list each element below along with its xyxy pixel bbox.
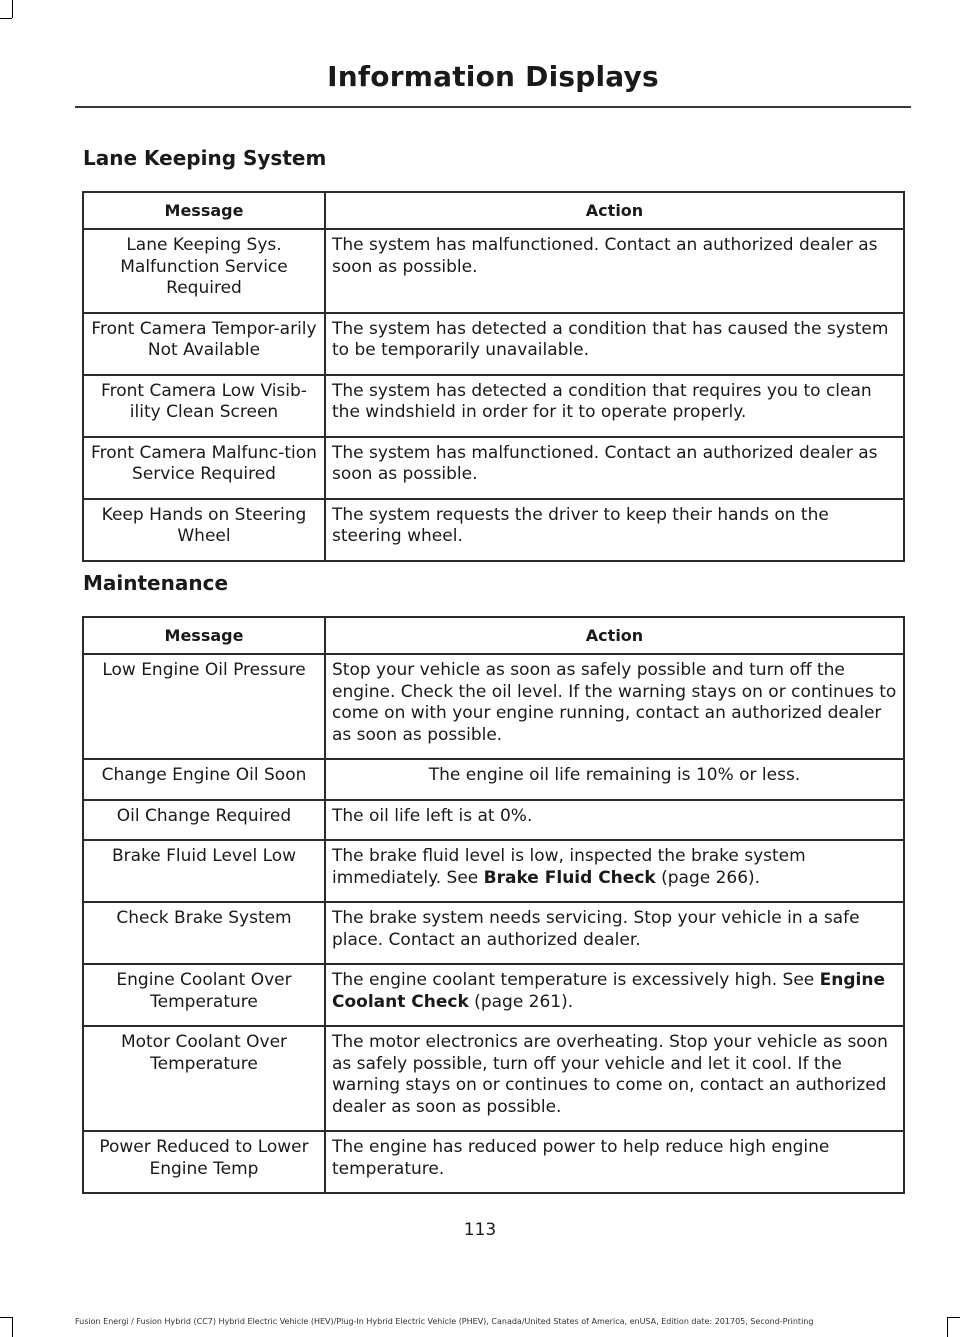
table-header-row (83, 192, 904, 229)
message-cell: Lane Keeping Sys. Malfunction Service Required (83, 229, 325, 313)
table-row (83, 902, 904, 964)
table-header-row (83, 617, 904, 654)
lane-keeping-table (82, 191, 905, 562)
table-row (83, 840, 904, 902)
column-header-message: Message (83, 192, 325, 229)
footer-text: Fusion Energi / Fusion Hybrid (CC7) Hybrid Electric Vehicle (HEV)/Plug-In Hybrid Electric Vehicle (PHEV), Canada/United States of America, enUSA, Edition date: 201705, Second-Printing (75, 1317, 814, 1326)
action-cell: The system has malfunctioned. Contact an authorized dealer as soon as possible. (325, 229, 904, 313)
message-cell: Motor Coolant Over Temperature (83, 1026, 325, 1131)
message-cell: Brake Fluid Level Low (83, 840, 325, 902)
message-cell: Oil Change Required (83, 800, 325, 841)
column-header-action: Action (325, 617, 904, 654)
page-reference: (page 261). (468, 991, 574, 1012)
table-row (83, 1131, 904, 1193)
action-cell: The engine oil life remaining is 10% or less. (325, 759, 904, 800)
action-cell: The engine has reduced power to help reduce high engine temperature. (325, 1131, 904, 1193)
action-cell: The system has detected a condition that has caused the system to be temporarily unavailable. (325, 313, 904, 375)
message-cell: Keep Hands on Steering Wheel (83, 499, 325, 561)
page-reference: (page 266). (655, 867, 761, 888)
message-cell: Front Camera Tempor-arily Not Available (83, 313, 325, 375)
cross-reference-link[interactable]: Brake Fluid Check (483, 867, 656, 888)
page-title: Information Displays (327, 60, 659, 93)
action-cell: The system has detected a condition that requires you to clean the windshield in order for it to operate properly. (325, 375, 904, 437)
table-row (83, 800, 904, 841)
table-row (83, 437, 904, 499)
table-row (83, 375, 904, 437)
crop-mark-bottom-left (0, 1317, 12, 1318)
action-cell: The system has malfunctioned. Contact an authorized dealer as soon as possible. (325, 437, 904, 499)
message-cell: Front Camera Malfunc-tion Service Required (83, 437, 325, 499)
table-row (83, 313, 904, 375)
message-cell: Engine Coolant Over Temperature (83, 964, 325, 1026)
action-cell: The oil life left is at 0%. (325, 800, 904, 841)
action-cell (325, 964, 904, 1026)
column-header-message: Message (83, 617, 325, 654)
message-cell: Power Reduced to Lower Engine Temp (83, 1131, 325, 1193)
lane-keeping-heading: Lane Keeping System (83, 146, 327, 170)
crop-mark-top-left (12, 0, 13, 18)
action-cell: The system requests the driver to keep their hands on the steering wheel. (325, 499, 904, 561)
column-header-action: Action (325, 192, 904, 229)
page-number: 113 (463, 1220, 497, 1240)
action-cell: Stop your vehicle as soon as safely possible and turn off the engine. Check the oil level. If the warning stays on or continues to come on with your engine running, contact an authorized dealer as soon as possible. (325, 654, 904, 759)
message-cell: Front Camera Low Visib-ility Clean Screen (83, 375, 325, 437)
table-row (83, 229, 904, 313)
cross-reference-link[interactable]: Engine Coolant Check (332, 970, 885, 1012)
action-cell (325, 840, 904, 902)
message-cell: Check Brake System (83, 902, 325, 964)
crop-mark-bottom-left (12, 1317, 13, 1337)
action-text: The brake fluid level is low, inspected the brake system immediately. See (332, 846, 806, 888)
message-cell: Low Engine Oil Pressure (83, 654, 325, 759)
message-cell: Change Engine Oil Soon (83, 759, 325, 800)
maintenance-table (82, 616, 905, 1194)
table-row (83, 759, 904, 800)
table-row (83, 1026, 904, 1131)
maintenance-heading: Maintenance (83, 571, 229, 595)
crop-mark-top-left (0, 18, 12, 19)
table-row (83, 964, 904, 1026)
action-cell: The brake system needs servicing. Stop your vehicle in a safe place. Contact an authorized dealer. (325, 902, 904, 964)
table-row (83, 499, 904, 561)
action-cell: The motor electronics are overheating. Stop your vehicle as soon as safely possible, turn off your vehicle and let it cool. If the warning stays on or continues to come on, contact an authorized dealer as soon as possible. (325, 1026, 904, 1131)
header-divider (75, 106, 911, 108)
table-row (83, 654, 904, 759)
action-text: The engine coolant temperature is excessively high. See (332, 970, 820, 990)
